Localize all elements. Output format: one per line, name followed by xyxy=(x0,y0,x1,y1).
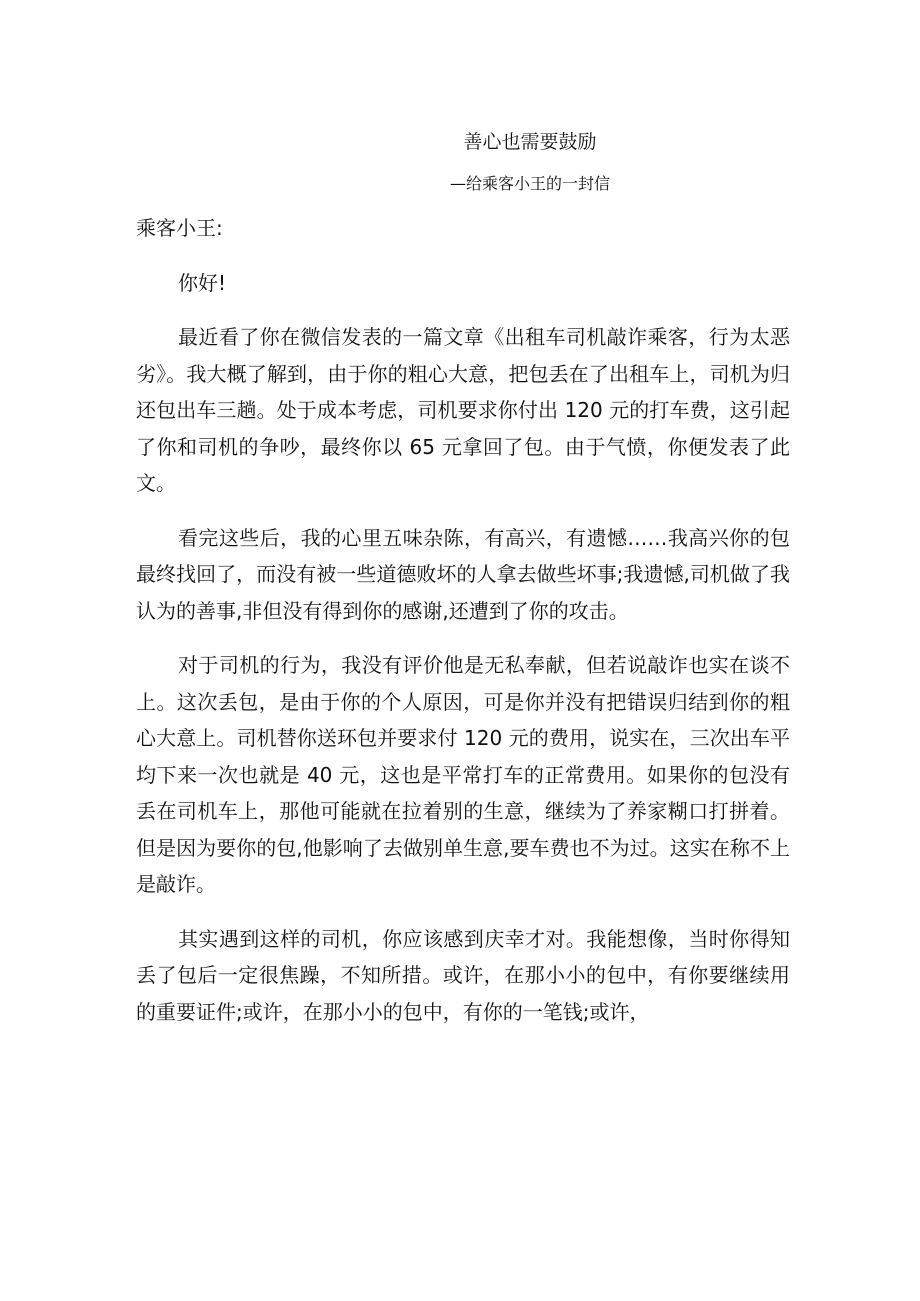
paragraph-2: 看完这些后，我的心里五味杂陈，有高兴，有遗憾……我高兴你的包最终找回了，而没有被一些道德败坏的人拿去做些坏事;我遗憾,司机做了我认为的善事,非但没有得到你的感谢,还遭到了你的攻击。 xyxy=(136,525,790,623)
salutation: 乘客小王: xyxy=(136,216,223,240)
document-subtitle: —给乘客小王的一封信 xyxy=(449,174,610,193)
paragraph-4: 其实遇到这样的司机，你应该感到庆幸才对。我能想像，当时你得知丢了包后一定很焦躁，不知所措。或许，在那小小的包中，有你要继续用的重要证件;或许，在那小小的包中，有你的一笔钱;或许， xyxy=(136,926,790,1024)
document-title: 善心也需要鼓励 xyxy=(463,131,597,153)
paragraph-3: 对于司机的行为，我没有评价他是无私奉献，但若说敲诈也实在谈不上。这次丢包，是由于你的个人原因，可是你并没有把错误归结到你的粗心大意上。司机替你送环包并要求付 120 元的费用，说实在，三次出车平均下来一次也就是 40 元，这也是平常打车的正常费用。如果你的包没有丢在司机车上，那他可能就在拉着别的生意，继续为了养家糊口打拼着。但是因为要你的包,他影响了去做别单生意,要车费也不为过。这实在称不上是敲诈。 xyxy=(136,653,790,896)
paragraph-1: 最近看了你在微信发表的一篇文章《出租车司机敲诈乘客，行为太恶劣》。我大概了解到，由于你的粗心大意，把包丢在了出租车上，司机为归还包出车三趟。处于成本考虑，司机要求你付出 120 元的打车费，这引起了你和司机的争吵，最终你以 65 元拿回了包。由于气愤，你便发表了此文。 xyxy=(136,325,790,495)
paragraph-greeting: 你好! xyxy=(178,270,227,295)
letter-body xyxy=(136,210,790,1030)
